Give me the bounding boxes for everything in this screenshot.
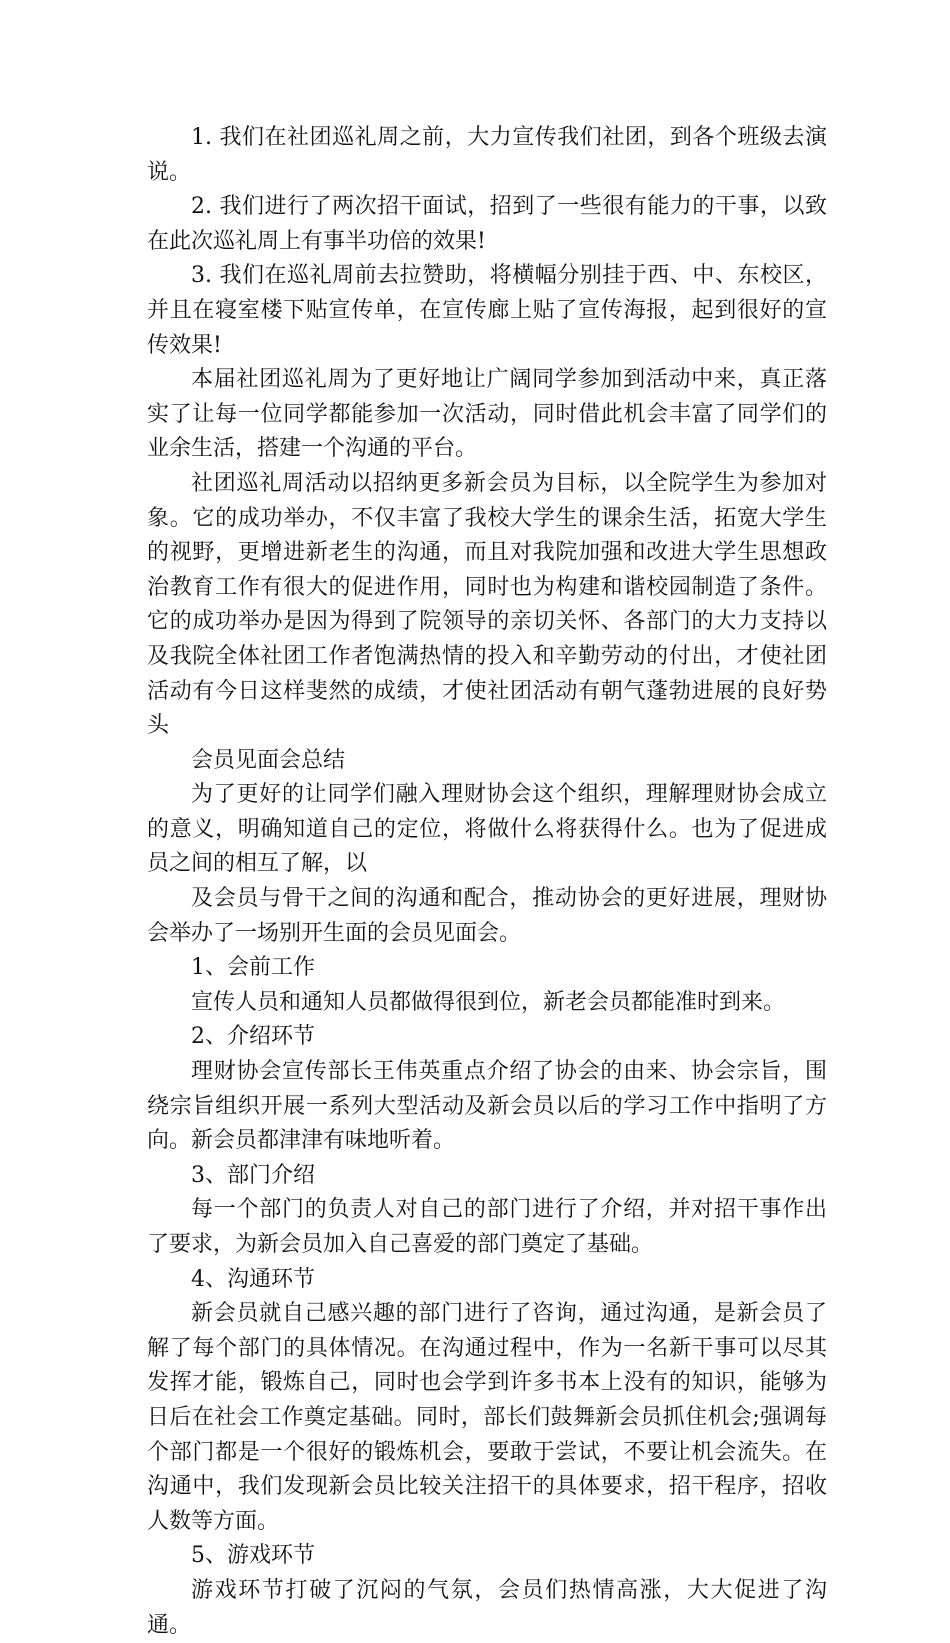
paragraph-3: 3. 我们在巡礼周前去拉赞助，将横幅分别挂于西、中、东校区，并且在寝室楼下贴宣传单，在宣传廊上贴了宣传海报，起到很好的宣传效果! — [147, 263, 827, 358]
subheading-communication: 4、沟通环节 — [191, 1266, 315, 1292]
paragraph-14: 每一个部门的负责人对自己的部门进行了介绍，并对招干事作出了要求，为新会员加入自己喜爱的部门奠定了基础。 — [147, 1197, 827, 1257]
paragraph-1: 1. 我们在社团巡礼周之前，大力宣传我们社团，到各个班级去演说。 — [147, 125, 827, 185]
section-title-member-meeting: 会员见面会总结 — [191, 747, 346, 773]
paragraph-8: 及会员与骨干之间的沟通和配合，推动协会的更好进展，理财协会举办了一场别开生面的会员见面会。 — [147, 886, 827, 946]
paragraph-7: 为了更好的让同学们融入理财协会这个组织，理解理财协会成立的意义，明确知道自己的定位，将做什么将获得什么。也为了促进成员之间的相互了解，以 — [147, 782, 827, 877]
paragraph-2: 2. 我们进行了两次招干面试，招到了一些很有能力的干事，以致在此次巡礼周上有事半功倍的效果! — [147, 194, 827, 254]
paragraph-18: 游戏环节打破了沉闷的气氛，会员们热情高涨，大大促进了沟通。 — [147, 1577, 827, 1638]
paragraph-12: 理财协会宣传部长王伟英重点介绍了协会的由来、协会宗旨，围绕宗旨组织开展一系列大型活动及新会员以后的学习工作中指明了方向。新会员都津津有味地听着。 — [147, 1059, 827, 1154]
document-body — [147, 121, 827, 1643]
paragraph-4: 本届社团巡礼周为了更好地让广阔同学参加到活动中来，真正落实了让每一位同学都能参加一次活动，同时借此机会丰富了同学们的业余生活，搭建一个沟通的平台。 — [147, 367, 827, 462]
paragraph-16: 新会员就自己感兴趣的部门进行了咨询，通过沟通，是新会员了解了每个部门的具体情况。在沟通过程中，作为一名新干事可以尽其发挥才能，锻炼自己，同时也会学到许多书本上没有的知识，能够为日后在社会工作奠定基础。同时，部长们鼓舞新会员抓住机会;强调每个部门都是一个很好的锻炼机会，要敢于尝试，不要让机会流失。在沟通中，我们发现新会员比较关注招干的具体要求，招干程序，招收人数等方面。 — [147, 1301, 827, 1534]
subheading-games: 5、游戏环节 — [191, 1543, 315, 1569]
paragraph-5: 社团巡礼周活动以招纳更多新会员为目标，以全院学生为参加对象。它的成功举办，不仅丰富了我校大学生的课余生活，拓宽大学生的视野，更增进新老生的沟通，而且对我院加强和改进大学生思想政治教育工作有很大的促进作用，同时也为构建和谐校园制造了条件。它的成功举办是因为得到了院领导的亲切关怀、各部门的大力支持以及我院全体社团工作者饱满热情的投入和辛勤劳动的付出，才使社团活动有今日这样斐然的成绩，才使社团活动有朝气蓬勃进展的良好势头 — [147, 470, 827, 739]
paragraph-10: 宣传人员和通知人员都做得很到位，新老会员都能准时到来。 — [191, 989, 786, 1015]
subheading-introduction: 2、介绍环节 — [191, 1024, 315, 1050]
subheading-pre-meeting: 1、会前工作 — [191, 955, 315, 981]
subheading-departments: 3、部门介绍 — [191, 1162, 315, 1188]
